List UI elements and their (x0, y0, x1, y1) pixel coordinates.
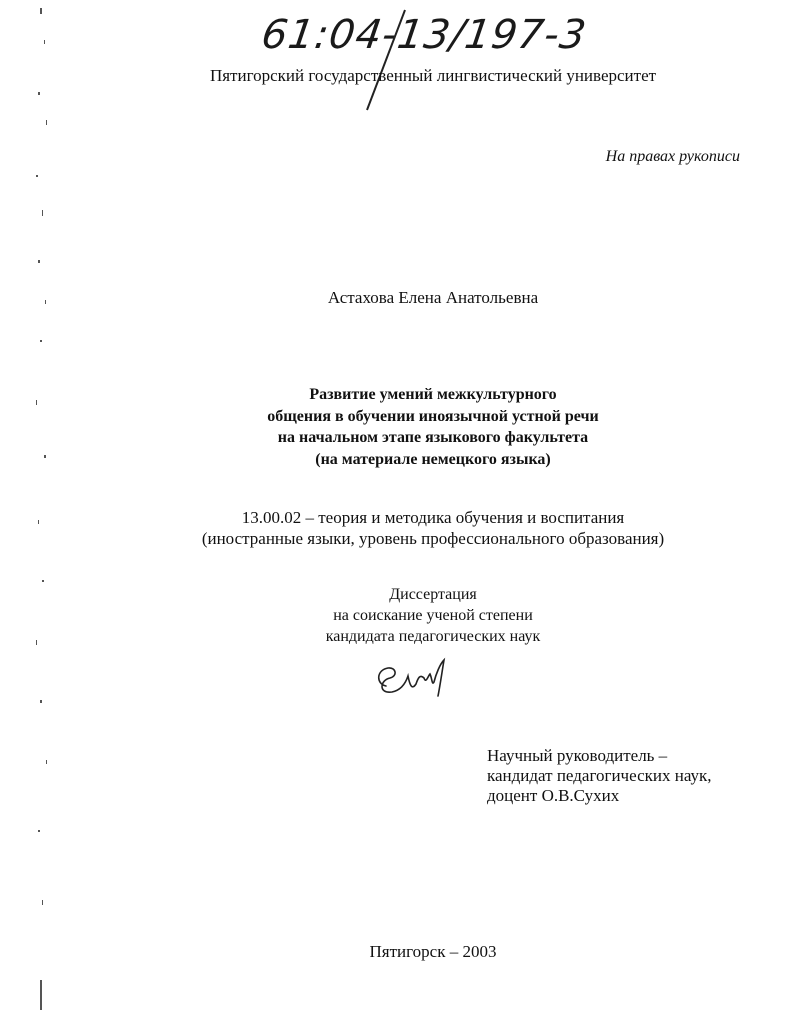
specialty-line: 13.00.02 – теория и методика обучения и воспитания (241, 508, 625, 527)
supervisor-line: доцент О.В.Сухих (487, 786, 620, 805)
university-name: Пятигорский государственный лингвистический университет (209, 66, 657, 85)
title-line: Развитие умений межкультурного (309, 386, 557, 403)
specialty-line: (иностранные языки, уровень профессионального образования) (201, 529, 665, 548)
rights-note: На правах рукописи (605, 148, 740, 165)
supervisor-line: Научный руководитель – (487, 746, 668, 765)
place-and-year: Пятигорск – 2003 (369, 942, 497, 961)
degree-block (0, 584, 798, 647)
degree-line: Диссертация (389, 586, 477, 603)
specialty-block (0, 507, 798, 549)
supervisor-block (487, 746, 712, 806)
supervisor-line: кандидат педагогических наук, (487, 766, 712, 785)
author-signature (372, 656, 452, 700)
degree-line: на соискание ученой степени (333, 607, 533, 624)
title-line: общения в обучении иноязычной устной речи (267, 407, 599, 425)
handwritten-catalog-code: 61:04-13/197-3 (258, 12, 590, 58)
author-name: Астахова Елена Анатольевна (327, 288, 539, 307)
title-line: (на материале немецкого языка) (315, 450, 551, 468)
title-line: на начальном этапе языкового факультета (277, 429, 589, 446)
dissertation-title (0, 384, 798, 470)
handwritten-stroke (355, 6, 415, 116)
degree-line: кандидата педагогических наук (325, 628, 541, 645)
